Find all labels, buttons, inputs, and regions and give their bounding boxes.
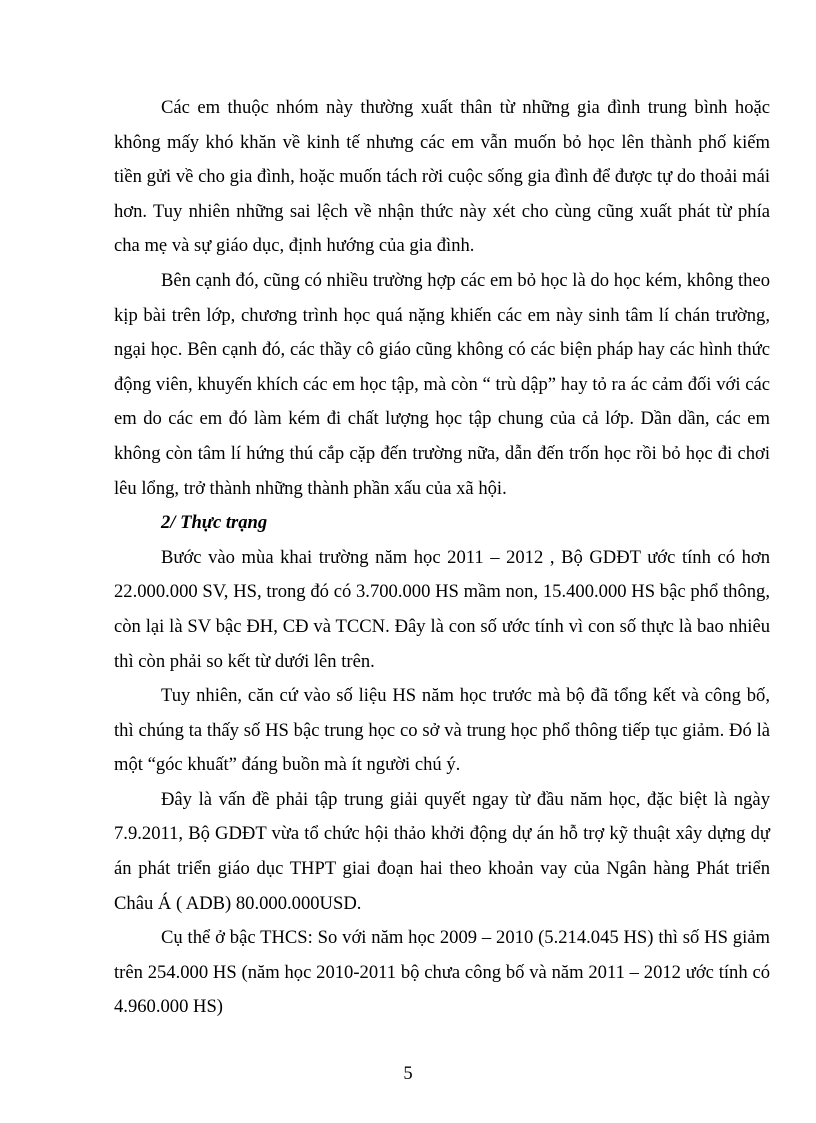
section-heading: 2/ Thực trạng <box>161 512 268 534</box>
paragraph: Đây là vấn đề phải tập trung giải quyết ngay từ đầu năm học, đặc biệt là ngày 7.9.2011, Bộ GDĐT vừa tổ chức hội thảo khởi động dự án hỗ trợ kỹ thuật xây dựng dự án phát triển giáo dục THPT giai đoạn hai theo khoản vay của Ngân hàng Phát triển Châu Á ( ADB) 80.000.000USD. <box>114 788 770 914</box>
paragraph: Bước vào mùa khai trường năm học 2011 – 2012 , Bộ GDĐT ước tính có hơn 22.000.000 SV, HS, trong đó có 3.700.000 HS mầm non, 15.400.000 HS bậc phổ thông, còn lại là SV bậc ĐH, CĐ và TCCN. Đây là con số ước tính vì con số thực là bao nhiêu thì còn phải so kết từ dưới lên trên. <box>114 546 770 672</box>
paragraph: Các em thuộc nhóm này thường xuất thân từ những gia đình trung bình hoặc không mấy khó khăn về kinh tế nhưng các em vẫn muốn bỏ học lên thành phố kiếm tiền gửi về cho gia đình, hoặc muốn tách rời cuộc sống gia đình để được tự do thoải mái hơn. Tuy nhiên những sai lệch về nhận thức này xét cho cùng cũng xuất phát từ phía cha mẹ và sự giáo dục, định hướng của gia đình. <box>114 97 770 257</box>
paragraph: Tuy nhiên, căn cứ vào số liệu HS năm học trước mà bộ đã tổng kết và công bố, thì chúng ta thấy số HS bậc trung học co sở và trung học phổ thông tiếp tục giảm. Đó là một “góc khuất” đáng buồn mà ít người chú ý. <box>114 685 770 776</box>
page-number: 5 <box>403 1063 413 1084</box>
paragraph: Bên cạnh đó, cũng có nhiều trường hợp các em bỏ học là do học kém, không theo kịp bài trên lớp, chương trình học quá nặng khiến các em này sinh tâm lí chán trường, ngại học. Bên cạnh đó, các thầy cô giáo cũng không có các biện pháp hay các hình thức động viên, khuyến khích các em học tập, mà còn “ trù dập” hay tỏ ra ác cảm đối với các em do các em đó làm kém đi chất lượng học tập chung của cả lớp. Dần dần, các em không còn tâm lí hứng thú cắp cặp đến trường nữa, dẫn đến trốn học rồi bỏ học đi chơi lêu lổng, trở thành những thành phần xấu của xã hội. <box>114 269 770 499</box>
paragraph: Cụ thể ở bậc THCS: So với năm học 2009 – 2010 (5.214.045 HS) thì số HS giảm trên 254.000 HS (năm học 2010-2011 bộ chưa công bố và năm 2011 – 2012 ước tính có 4.960.000 HS) <box>114 927 770 1018</box>
document-body <box>114 91 770 1025</box>
